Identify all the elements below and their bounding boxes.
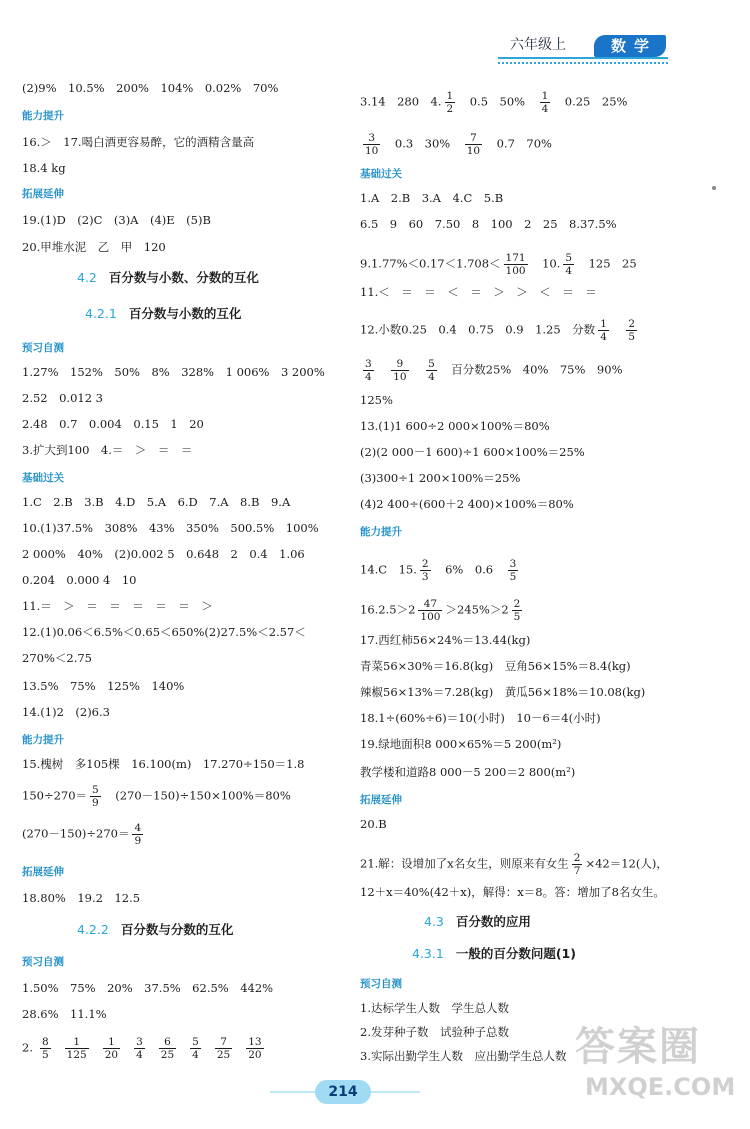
denominator: 4: [428, 371, 435, 383]
answer-line: 13.(1)1 600÷2 000×100%＝80%: [360, 419, 550, 433]
numerator: 1: [446, 90, 454, 102]
text-run: 12.小数0.25 0.4 0.75 0.9 1.25 分数: [360, 322, 596, 337]
answer-line: (3)300÷1 200×100%＝25%: [360, 471, 521, 485]
fraction: [65, 1036, 89, 1061]
denominator: 4: [565, 265, 573, 277]
answer-line: 17.西红柿56×24%＝13.44(kg): [360, 633, 531, 647]
fraction: [40, 1036, 51, 1061]
numerator: 4: [134, 822, 142, 834]
fraction: [90, 784, 101, 809]
section-title-text: 百分数与分数的互化: [120, 922, 234, 937]
fraction: [563, 252, 574, 277]
text-run: 2.: [22, 1040, 33, 1055]
numerator: 171: [505, 252, 526, 264]
text-run: 125 25: [588, 256, 637, 271]
answer-line: 14.(1)2 (2)6.3: [22, 705, 110, 719]
text-run: (270－150)÷270＝: [22, 826, 130, 841]
answer-line: (4)2 400÷(600＋2 400)×100%＝80%: [360, 497, 574, 511]
text-run: 10.: [542, 256, 561, 271]
section-number: 4.2.2: [77, 922, 109, 937]
answer-line: 16.＞ 17.喝白酒更容易醉，它的酒精含量高: [22, 135, 255, 149]
denominator: 4: [365, 371, 372, 383]
answer-line-with-fraction: [22, 784, 291, 809]
answer-line: 青菜56×30%＝16.8(kg) 豆角56×15%＝8.4(kg): [360, 659, 631, 673]
heading-nengli-tisheng: 能力提升: [360, 526, 402, 538]
watermark: [575, 1015, 735, 1105]
answer-line-with-fraction: [360, 90, 627, 115]
numerator: 5: [565, 252, 573, 264]
numerator: 7: [465, 132, 482, 145]
answer-line: 270%＜2.75: [22, 651, 92, 665]
denominator: 125: [66, 1049, 87, 1061]
fraction: [626, 318, 637, 343]
fraction: [246, 1036, 263, 1061]
section-number: 4.2: [77, 270, 97, 285]
text-run: 0.3 30%: [394, 136, 451, 151]
section-title-text: 一般的百分数问题(1): [455, 946, 576, 961]
denominator: 3: [421, 571, 429, 583]
answer-line: 2.48 0.7 0.004 0.15 1 20: [22, 417, 204, 431]
heading-nengli-tisheng: 能力提升: [22, 110, 64, 122]
answer-line: 辣椒56×13%＝7.28(kg) 黄瓜56×18%＝10.08(kg): [360, 685, 646, 699]
answer-line: 15.槐树 多105棵 16.100(m) 17.270÷150＝1.8: [22, 757, 305, 771]
answer-line: 28.6% 11.1%: [22, 1007, 107, 1021]
denominator: 4: [136, 1049, 143, 1061]
answer-line-fractions: [22, 1036, 271, 1061]
heading-nengli-tisheng: 能力提升: [22, 734, 64, 746]
answer-line: 0.204 0.000 4 10: [22, 573, 137, 587]
fraction: [540, 90, 551, 115]
heading-yuxi-zice: 预习自测: [22, 956, 64, 968]
denominator: 100: [420, 611, 441, 623]
denominator: 4: [600, 331, 607, 343]
text-run: ＞245%＞2: [445, 602, 509, 617]
numerator: 13: [248, 1036, 262, 1048]
denominator: 9: [134, 835, 142, 847]
heading-yuxi-zice: 预习自测: [360, 978, 402, 990]
answer-line: 19.绿地面积8 000×65%＝5 200(m²): [360, 737, 562, 751]
numerator: 7: [215, 1036, 232, 1049]
numerator: 3: [365, 358, 372, 370]
denominator: 100: [505, 265, 526, 277]
denominator: 4: [541, 103, 549, 115]
numerator: 1: [541, 90, 549, 102]
answer-line: 1.27% 152% 50% 8% 328% 1 006% 3 200%: [22, 365, 325, 379]
answer-line: 19.(1)D (2)C (3)A (4)E (5)B: [22, 213, 211, 227]
denominator: 25: [216, 1049, 231, 1061]
answer-line-with-fraction: [360, 852, 668, 877]
heading-tuozhan-yanshen: 拓展延伸: [360, 794, 402, 806]
heading-tuozhan-yanshen: 拓展延伸: [22, 866, 64, 878]
fraction: [508, 558, 519, 583]
fraction: [190, 1036, 201, 1061]
denominator: 9: [92, 797, 99, 809]
answer-line: 3.扩大到100 4.＝ ＞ ＝ ＝: [22, 443, 193, 457]
numerator: 3: [363, 132, 380, 145]
answer-line: 1.达标学生人数 学生总人数: [360, 1001, 509, 1015]
section-number: 4.3: [424, 914, 444, 929]
numerator: 2: [421, 558, 429, 570]
answer-line: 6.5 9 60 7.50 8 100 2 25 8.37.5%: [360, 217, 617, 231]
answer-line-with-fraction: [360, 598, 525, 623]
section-title-4-3-1: [412, 946, 576, 962]
fraction: [159, 1036, 176, 1061]
numerator: 1: [600, 318, 607, 330]
section-title-4-2-1: [85, 306, 241, 322]
fraction: [391, 358, 408, 383]
numerator: 3: [509, 558, 517, 570]
fraction: [215, 1036, 232, 1061]
fraction: [504, 252, 528, 277]
numerator: 3: [136, 1036, 143, 1048]
fraction: [445, 90, 456, 115]
numerator: 2: [628, 318, 636, 330]
answer-line-with-fraction: [360, 318, 640, 343]
denominator: 2: [446, 103, 454, 115]
denominator: 5: [628, 331, 636, 343]
numerator: 8: [41, 1036, 49, 1048]
page-number: 214: [315, 1080, 371, 1104]
fraction: [363, 358, 374, 383]
answer-line: 18.80% 19.2 12.5: [22, 891, 141, 905]
fraction: [363, 132, 380, 157]
numerator: 5: [192, 1036, 199, 1048]
section-number: 4.3.1: [412, 946, 444, 961]
answer-line-with-fraction: [360, 132, 552, 157]
numerator: 47: [418, 598, 442, 611]
section-title-4-2: [77, 270, 259, 286]
watermark-url: MXQE.COM: [585, 1073, 736, 1101]
denominator: 5: [509, 571, 517, 583]
answer-line: 13.5% 75% 125% 140%: [22, 679, 185, 693]
denominator: 7: [573, 865, 581, 877]
numerator: 2: [513, 598, 521, 610]
numerator: 5: [428, 358, 435, 370]
section-title-4-2-2: [77, 922, 233, 938]
section-number: 4.2.1: [85, 306, 117, 321]
fraction: [134, 1036, 145, 1061]
answer-line: 1.50% 75% 20% 37.5% 62.5% 442%: [22, 981, 274, 995]
denominator: 5: [513, 611, 521, 623]
subject-badge: 数学: [594, 35, 666, 57]
text-run: 0.5 50%: [469, 94, 526, 109]
answer-line: 20.B: [360, 817, 387, 831]
answer-line: 1.C 2.B 3.B 4.D 5.A 6.D 7.A 8.B 9.A: [22, 495, 291, 509]
numerator: 1: [103, 1036, 120, 1049]
heading-tuozhan-yanshen: 拓展延伸: [22, 188, 64, 200]
section-title-text: 百分数的应用: [455, 914, 531, 929]
denominator: 25: [160, 1049, 175, 1061]
fraction: [465, 132, 482, 157]
scan-speck: [712, 186, 716, 190]
text-run: 14.C 15.: [360, 562, 417, 577]
answer-line: 12＋x＝40%(42＋x)，解得：x＝8。答：增加了8名女生。: [360, 885, 665, 899]
denominator: 10: [393, 371, 407, 383]
heading-yuxi-zice: 预习自测: [22, 342, 64, 354]
answer-line: 3.实际出勤学生人数 应出勤学生总人数: [360, 1049, 567, 1063]
watermark-logo-text: 答案圈: [575, 1024, 701, 1070]
text-run: 150÷270＝: [22, 788, 88, 803]
text-run: 百分数25% 40% 75% 90%: [451, 362, 623, 377]
answer-line: 10.(1)37.5% 308% 43% 350% 500.5% 100%: [22, 521, 319, 535]
answer-line: 18.1÷(60%÷6)＝10(小时) 10－6＝4(小时): [360, 711, 601, 725]
text-run: 9.1.77%＜0.17＜1.708＜: [360, 256, 501, 271]
answer-line: 12.(1)0.06＜6.5%＜0.65＜650%(2)27.5%＜2.57＜: [22, 625, 306, 639]
numerator: 5: [92, 784, 99, 796]
text-run: 3.14 280 4.: [360, 94, 442, 109]
answer-line: 11.＜ ＝ ＝ ＜ ＝ ＞ ＞ ＜ ＝ ＝: [360, 285, 597, 299]
answer-line: 18.4 kg: [22, 161, 66, 175]
text-run: 0.7 70%: [496, 136, 552, 151]
denominator: 20: [104, 1049, 119, 1061]
numerator: 1: [65, 1036, 89, 1049]
fraction: [512, 598, 523, 623]
answer-line: 20.甲堆水泥 乙 甲 120: [22, 240, 166, 254]
section-title-text: 百分数与小数的互化: [128, 306, 242, 321]
fraction: [420, 558, 431, 583]
section-title-text: 百分数与小数、分数的互化: [108, 270, 259, 285]
denominator: 10: [365, 145, 379, 157]
header-dotted-rule: [498, 62, 668, 64]
fraction: [132, 822, 143, 847]
section-title-4-3: [424, 914, 531, 930]
text-run: 6% 0.6: [445, 562, 494, 577]
text-run: ×42＝12(人)，: [585, 856, 668, 871]
answer-line: 2.52 0.012 3: [22, 391, 103, 405]
fraction-list: [33, 1036, 271, 1061]
answer-line-with-fraction: [360, 558, 521, 583]
fraction: [598, 318, 609, 343]
answer-line: 125%: [360, 393, 393, 407]
fraction: [426, 358, 437, 383]
answer-line: (2)9% 10.5% 200% 104% 0.02% 70%: [22, 81, 279, 95]
text-run: (270－150)÷150×100%＝80%: [115, 788, 291, 803]
answer-line: 2.发芽种子数 试验种子总数: [360, 1025, 509, 1039]
answer-line-with-fraction: [360, 252, 637, 277]
fraction: [103, 1036, 120, 1061]
numerator: 6: [159, 1036, 176, 1049]
denominator: 10: [466, 145, 481, 157]
heading-jichu-guoguan: 基础过关: [22, 472, 64, 484]
answer-line: 11.＝ ＞ ＝ ＝ ＝ ＝ ＝ ＞: [22, 599, 213, 613]
header-rule: [498, 57, 668, 59]
heading-jichu-guoguan: 基础过关: [360, 168, 402, 180]
answer-line: (2)(2 000－1 600)÷1 600×100%＝25%: [360, 445, 585, 459]
grade-label: 六年级上: [510, 37, 566, 53]
denominator: 20: [248, 1049, 262, 1061]
fraction: [572, 852, 583, 877]
answer-line-with-fraction: [360, 358, 623, 383]
answer-line-with-fraction: [22, 822, 146, 847]
text-run: 0.25 25%: [564, 94, 628, 109]
text-run: 21.解：设增加了x名女生，则原来有女生: [360, 856, 569, 871]
answer-line: 2 000% 40% (2)0.002 5 0.648 2 0.4 1.06: [22, 547, 305, 561]
numerator: 9: [391, 358, 408, 371]
numerator: 2: [573, 852, 581, 864]
denominator: 4: [192, 1049, 199, 1061]
denominator: 5: [41, 1049, 49, 1061]
answer-line: 1.A 2.B 3.A 4.C 5.B: [360, 191, 504, 205]
fraction: [418, 598, 442, 623]
answer-line: 教学楼和道路8 000－5 200＝2 800(m²): [360, 765, 576, 779]
text-run: 16.2.5＞2: [360, 602, 416, 617]
